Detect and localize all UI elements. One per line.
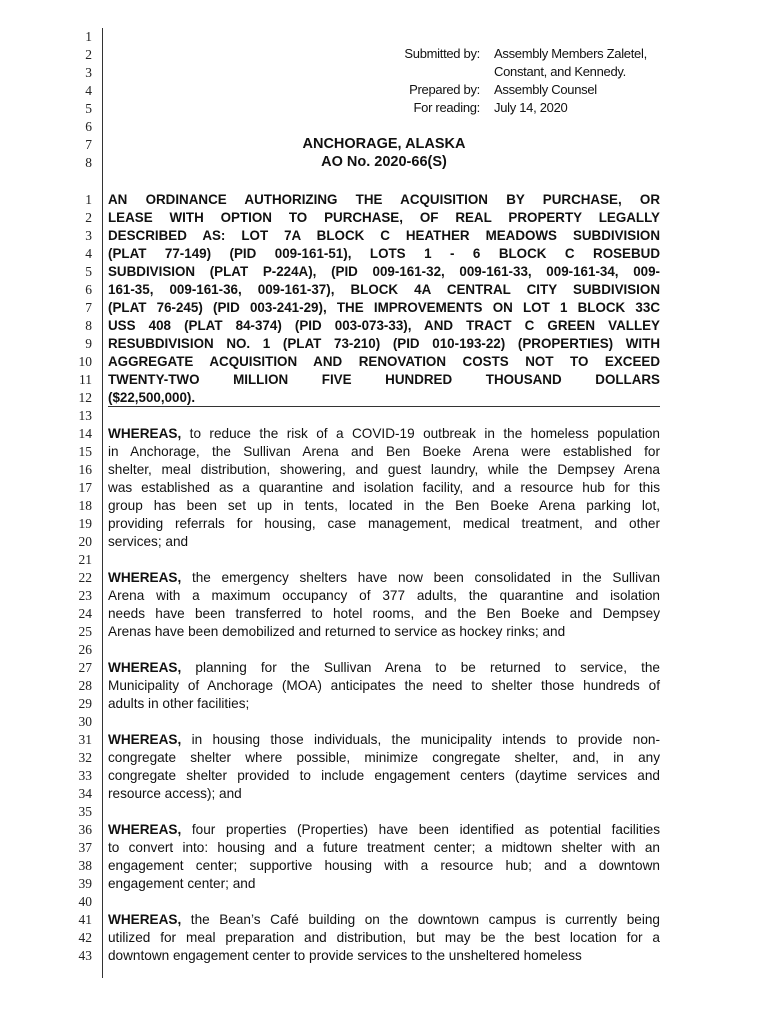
line-number: 5 (85, 101, 92, 116)
page-title-ao-number: AO No. 2020-66(S) (321, 154, 447, 170)
body-line-text: engagement center; and (108, 876, 256, 891)
body-line-text: utilized for meal preparation and distribution, but may be the best location for a (108, 930, 660, 945)
body-line (108, 425, 660, 443)
submitted-by-label: Submitted by: (404, 46, 480, 61)
prepared-by-label: Prepared by: (409, 82, 480, 97)
line-number: 10 (78, 354, 92, 369)
body-line-text: shelter, meal distribution, showering, and guest laundry, while the Dempsey Arena (108, 462, 660, 477)
line-number: 1 (85, 29, 92, 44)
line-number: 7 (85, 300, 92, 315)
title-line: ($22,500,000). (108, 390, 196, 405)
line-number: 3 (85, 228, 92, 243)
body-line-text: was established as a quarantine and isolation facility, and a resource hub for this (108, 480, 660, 495)
body-line-text: Municipality of Anchorage (MOA) anticipates the need to shelter those hundreds of (108, 678, 660, 693)
body-line-text: resource access); and (108, 786, 242, 801)
body-line-text: in Anchorage, the Sullivan Arena and Ben Boeke Arena were established for (108, 444, 660, 459)
line-number: 23 (78, 588, 92, 603)
body-line (108, 839, 660, 857)
line-number: 9 (85, 336, 92, 351)
whereas-keyword: WHEREAS, (108, 570, 182, 585)
title-line: AGGREGATE ACQUISITION AND RENOVATION COSTS NOT TO EXCEED (108, 354, 660, 369)
whereas-keyword: WHEREAS, (108, 732, 182, 747)
body-line (108, 461, 660, 479)
body-line-text: to convert into: housing and a future treatment center; a midtown shelter with an (108, 840, 660, 855)
line-number: 28 (78, 678, 92, 693)
body-line (108, 695, 660, 713)
body-line (108, 929, 660, 947)
line-number: 15 (78, 444, 92, 459)
body-line-text: services; and (108, 534, 189, 549)
body-line (108, 731, 660, 749)
title-line: RESUBDIVISION NO. 1 (PLAT 73-210) (PID 010-193-22) (PROPERTIES) WITH (108, 336, 660, 351)
body-line (108, 497, 660, 515)
body-line (108, 911, 660, 929)
for-reading-label: For reading: (413, 100, 480, 115)
body-line (108, 587, 660, 605)
line-number: 7 (85, 137, 92, 152)
line-number: 41 (78, 912, 92, 927)
line-number: 11 (79, 372, 92, 387)
line-number: 32 (78, 750, 92, 765)
line-number: 5 (85, 264, 92, 279)
line-number: 16 (78, 462, 92, 477)
body-line (108, 569, 660, 587)
body-line-text: downtown engagement center to provide services to the unsheltered homeless (108, 948, 582, 963)
body-line (108, 479, 660, 497)
body-line-text: Arena with a maximum occupancy of 377 adults, the quarantine and isolation (108, 588, 660, 603)
body-line-text: engagement center; supportive housing with a resource hub; and a downtown (108, 858, 660, 873)
body-line (108, 605, 660, 623)
line-number: 6 (85, 282, 92, 297)
whereas-keyword: WHEREAS, (108, 912, 182, 927)
line-number: 40 (78, 894, 92, 909)
line-number: 26 (78, 642, 92, 657)
body-line (108, 533, 660, 551)
body-line-text: adults in other facilities; (108, 696, 250, 711)
body-line-text: planning for the Sullivan Arena to be returned to service, the (181, 660, 660, 675)
line-number: 2 (85, 210, 92, 225)
body-line-text: group has been set up in tents, located in the Ben Boeke Arena parking lot, (108, 498, 660, 513)
body-line-text: providing referrals for housing, case management, medical treatment, and other (108, 516, 660, 531)
line-number: 35 (78, 804, 92, 819)
line-number: 18 (78, 498, 92, 513)
body-line-text: needs have been transferred to hotel rooms, and the Ben Boeke and Dempsey (108, 606, 660, 621)
line-number: 20 (78, 534, 92, 549)
body-line-text: Arenas have been demobilized and returned to service as hockey rinks; and (108, 624, 566, 639)
line-number: 36 (78, 822, 92, 837)
body-line-text: in housing those individuals, the municipality intends to provide non- (181, 732, 660, 747)
title-divider (108, 406, 660, 407)
line-number: 12 (78, 390, 92, 405)
title-line: AN ORDINANCE AUTHORIZING THE ACQUISITION BY PURCHASE, OR (108, 192, 660, 207)
title-line: USS 408 (PLAT 84-374) (PID 003-073-33), AND TRACT C GREEN VALLEY (108, 318, 660, 333)
line-number: 31 (78, 732, 92, 747)
whereas-keyword: WHEREAS, (108, 426, 182, 441)
line-number: 25 (78, 624, 92, 639)
line-number: 3 (85, 65, 92, 80)
for-reading-value: July 14, 2020 (494, 100, 568, 115)
body-line (108, 767, 660, 785)
line-number: 8 (85, 155, 92, 170)
body-line (108, 785, 660, 803)
submitted-by-value-line2: Constant, and Kennedy. (494, 64, 626, 79)
line-number: 22 (78, 570, 92, 585)
line-number: 33 (78, 768, 92, 783)
body-line (108, 947, 660, 965)
body-line (108, 749, 660, 767)
body-line (108, 623, 660, 641)
title-line: LEASE WITH OPTION TO PURCHASE, OF REAL PROPERTY LEGALLY (108, 210, 660, 225)
line-number: 27 (78, 660, 92, 675)
line-number: 39 (78, 876, 92, 891)
line-number: 43 (78, 948, 92, 963)
title-line: TWENTY-TWO MILLION FIVE HUNDRED THOUSAND DOLLARS (108, 372, 660, 387)
whereas-keyword: WHEREAS, (108, 660, 182, 675)
line-number: 2 (85, 47, 92, 62)
line-number: 13 (78, 408, 92, 423)
title-line: (PLAT 76-245) (PID 003-241-29), THE IMPROVEMENTS ON LOT 1 BLOCK 33C (108, 300, 660, 315)
line-number: 34 (78, 786, 92, 801)
line-number: 37 (78, 840, 92, 855)
prepared-by-value: Assembly Counsel (494, 82, 597, 97)
line-number: 24 (78, 606, 92, 621)
body-line (108, 443, 660, 461)
body-line (108, 875, 660, 893)
body-line-text: congregate shelter where possible, minimize congregate shelter, and, in any (108, 750, 660, 765)
whereas-keyword: WHEREAS, (108, 822, 182, 837)
title-line: DESCRIBED AS: LOT 7A BLOCK C HEATHER MEADOWS SUBDIVISION (108, 228, 660, 243)
line-number: 19 (78, 516, 92, 531)
body-line (108, 515, 660, 533)
line-number: 38 (78, 858, 92, 873)
line-number: 4 (85, 246, 92, 261)
title-line: (PLAT 77-149) (PID 009-161-51), LOTS 1 - 6 BLOCK C ROSEBUD (108, 246, 660, 261)
body-line (108, 677, 660, 695)
line-number: 29 (78, 696, 92, 711)
line-number: 4 (85, 83, 92, 98)
line-number: 6 (85, 119, 92, 134)
body-line (108, 659, 660, 677)
line-number: 30 (78, 714, 92, 729)
body-line (108, 857, 660, 875)
line-number: 14 (78, 426, 92, 441)
body-line-text: congregate shelter provided to include engagement centers (daytime services and (108, 768, 660, 783)
line-number: 21 (78, 552, 92, 567)
line-number-rule (102, 28, 103, 978)
body-line-text: the Bean’s Café building on the downtown campus is currently being (181, 912, 660, 927)
body-line-text: four properties (Properties) have been identified as potential facilities (181, 822, 660, 837)
line-number: 1 (85, 192, 92, 207)
body-line-text: the emergency shelters have now been consolidated in the Sullivan (181, 570, 660, 585)
page-title-city: ANCHORAGE, ALASKA (302, 136, 466, 152)
line-number: 8 (85, 318, 92, 333)
line-number: 17 (78, 480, 92, 495)
submitted-by-value-line1: Assembly Members Zaletel, (494, 46, 647, 61)
body-line (108, 821, 660, 839)
title-line: 161-35, 009-161-36, 009-161-37), BLOCK 4A CENTRAL CITY SUBDIVISION (108, 282, 660, 297)
title-line: SUBDIVISION (PLAT P-224A), (PID 009-161-32, 009-161-33, 009-161-34, 009- (108, 264, 660, 279)
body-line-text: to reduce the risk of a COVID-19 outbreak in the homeless population (181, 426, 660, 441)
line-number: 42 (78, 930, 92, 945)
